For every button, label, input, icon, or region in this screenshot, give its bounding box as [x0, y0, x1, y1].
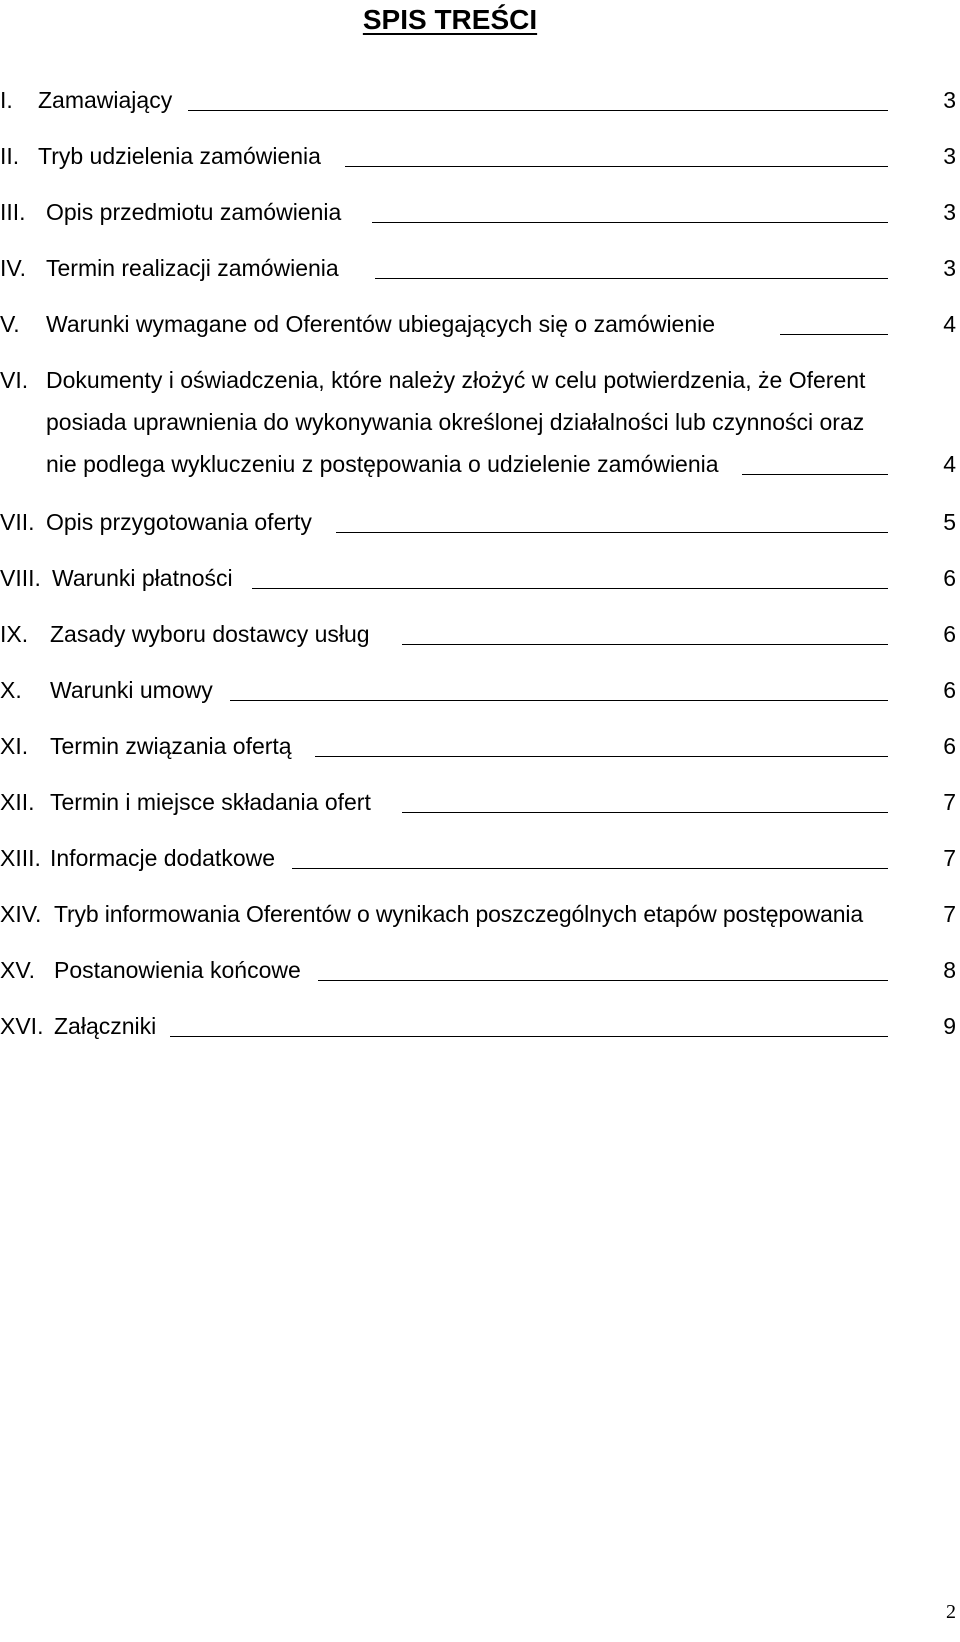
- toc-entry-title-line-2: posiada uprawnienia do wykonywania określonej działalności lub czynności oraz: [46, 409, 865, 435]
- toc-entry-number: XII.: [0, 789, 35, 815]
- toc-entry-number: XV.: [0, 957, 35, 983]
- toc-leader-line: [780, 334, 888, 335]
- toc-entry-number: XIV.: [0, 901, 42, 927]
- toc-entry-page: 7: [943, 789, 956, 815]
- toc-entry-number: III.: [0, 199, 26, 225]
- page-title: SPIS TREŚCI: [362, 4, 538, 35]
- toc-leader-line: [318, 980, 888, 981]
- toc-entry-title: Opis przygotowania oferty: [46, 509, 312, 535]
- toc-leader-line: [375, 278, 888, 279]
- toc-entry-title: Informacje dodatkowe: [50, 845, 276, 871]
- toc-entry-number: X.: [0, 677, 22, 703]
- toc-leader-line: [292, 868, 888, 869]
- toc-entry-page: 3: [943, 143, 956, 169]
- toc-leader-line: [742, 474, 888, 475]
- toc-entry-page: 7: [943, 901, 956, 927]
- toc-entry-title: Tryb udzielenia zamówienia: [38, 143, 321, 169]
- toc-entry-page: 3: [943, 199, 956, 225]
- page-number: 2: [946, 1601, 956, 1623]
- toc-entry-page: 6: [943, 565, 956, 591]
- toc-entry-6[interactable]: [0, 366, 956, 486]
- toc-entry-page: 6: [943, 733, 956, 759]
- toc-entry-number: VII.: [0, 509, 35, 535]
- toc-entry-title: Termin związania ofertą: [50, 733, 292, 759]
- toc-entry-title-line-1: Dokumenty i oświadczenia, które należy złożyć w celu potwierdzenia, że Oferent: [46, 367, 866, 393]
- toc-entry-page: 3: [943, 87, 956, 113]
- toc-entry-number: IV.: [0, 255, 27, 281]
- toc-leader-line: [345, 166, 888, 167]
- toc-entry-number: XVI.: [0, 1013, 44, 1039]
- toc-leader-line: [402, 812, 888, 813]
- toc-leader-line: [252, 588, 888, 589]
- toc-entry-title: Zasady wyboru dostawcy usług: [50, 621, 370, 647]
- toc-entry-number: VIII.: [0, 565, 41, 591]
- toc-entry-number: II.: [0, 143, 20, 169]
- toc-entry-title: Zamawiający: [38, 87, 173, 113]
- toc-entry-title: Postanowienia końcowe: [54, 957, 301, 983]
- toc-entry-title: Warunki umowy: [50, 677, 213, 703]
- toc-leader-line: [230, 700, 888, 701]
- toc-entry-page: 8: [943, 957, 956, 983]
- toc-entry-number: XIII.: [0, 845, 41, 871]
- toc-leader-line: [188, 110, 888, 111]
- toc-entry-title: Warunki płatności: [52, 565, 233, 591]
- toc-entry-title: Termin realizacji zamówienia: [46, 255, 339, 281]
- toc-entry-page: 4: [943, 311, 956, 337]
- toc-entry-number: VI.: [0, 367, 29, 393]
- toc-leader-line: [336, 532, 888, 533]
- toc-leader-line: [372, 222, 888, 223]
- toc-entry-title: Opis przedmiotu zamówienia: [46, 199, 342, 225]
- toc-entry-title: Termin i miejsce składania ofert: [50, 789, 371, 815]
- toc-entry-title: Załączniki: [54, 1013, 157, 1039]
- toc-entry-title: Tryb informowania Oferentów o wynikach poszczególnych etapów postępowania: [54, 901, 863, 927]
- toc-entry-number: I.: [0, 87, 13, 113]
- toc-entry-number: V.: [0, 311, 20, 337]
- toc-entry-page: 3: [943, 255, 956, 281]
- toc-entry-title-line-3: nie podlega wykluczeniu z postępowania o udzielenie zamówienia: [46, 451, 719, 477]
- toc-entry-page: 9: [943, 1013, 956, 1039]
- toc-entry-number: XI.: [0, 733, 29, 759]
- toc-leader-line: [170, 1036, 888, 1037]
- toc-entry-number: IX.: [0, 621, 29, 647]
- toc-leader-line: [315, 756, 888, 757]
- toc-entry-page: 5: [943, 509, 956, 535]
- toc-entry-page: 7: [943, 845, 956, 871]
- toc-entry-page: 6: [943, 677, 956, 703]
- toc-entry-page: 6: [943, 621, 956, 647]
- toc-entry-page: 4: [943, 451, 956, 477]
- toc-leader-line: [402, 644, 888, 645]
- toc-entry-title: Warunki wymagane od Oferentów ubiegających się o zamówienie: [46, 311, 716, 337]
